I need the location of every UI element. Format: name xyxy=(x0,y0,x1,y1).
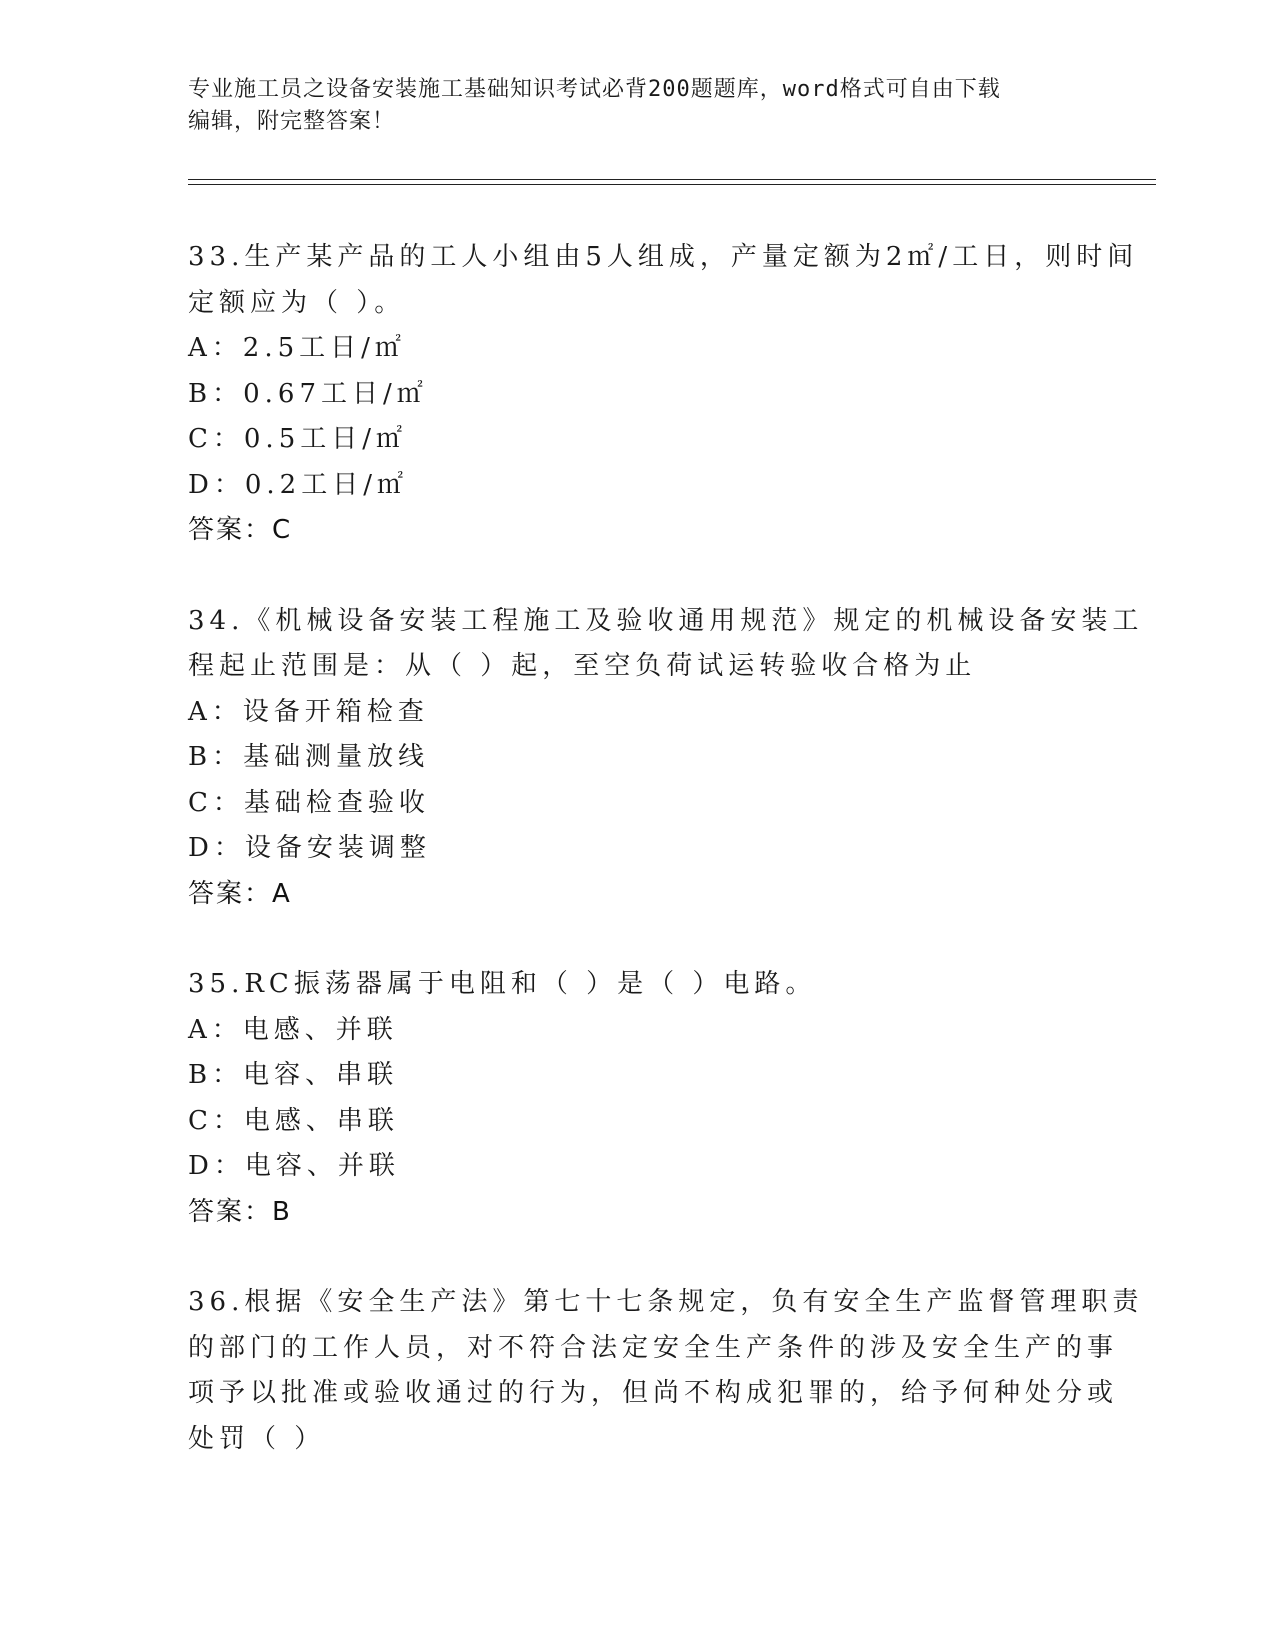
option-a: A：2.5工日/㎡ xyxy=(188,333,406,363)
question-text-line: 36.根据《安全生产法》第七十七条规定，负有安全生产监督管理职责 xyxy=(188,1287,1144,1317)
header-line-2: 编辑，附完整答案！ xyxy=(188,109,396,134)
header-divider-bottom xyxy=(188,184,1156,185)
question-text-line: 程起止范围是：从（ ）起，至空负荷试运转验收合格为止 xyxy=(188,651,977,681)
option-c: C：基础检查验收 xyxy=(188,787,430,818)
option-c: C：0.5工日/㎡ xyxy=(188,424,408,454)
option-a: A：设备开箱检查 xyxy=(188,696,429,727)
question-text-line: 定额应为（ ）。 xyxy=(188,287,406,318)
option-d: D：0.2工日/㎡ xyxy=(188,469,408,500)
answer-text: 答案：B xyxy=(188,1196,292,1227)
header-line-1: 专业施工员之设备安装施工基础知识考试必背200题题库，word格式可自由下载 xyxy=(188,77,1001,102)
question-35 xyxy=(188,962,1088,1235)
question-text-line: 的部门的工作人员，对不符合法定安全生产条件的涉及安全生产的事 xyxy=(188,1332,1119,1363)
option-b: B：0.67工日/㎡ xyxy=(188,378,428,409)
question-text-line: 34.《机械设备安装工程施工及验收通用规范》规定的机械设备安装工 xyxy=(188,605,1144,636)
question-text-line: 处罚（ ） xyxy=(188,1423,326,1454)
option-d: D：电容、并联 xyxy=(188,1151,400,1181)
question-text-line: 项予以批准或验收通过的行为，但尚不构成犯罪的，给予何种处分或 xyxy=(188,1378,1119,1408)
question-text-line: 35.RC振荡器属于电阻和（ ）是（ ）电路。 xyxy=(188,969,817,999)
option-b: B：电容、串联 xyxy=(188,1060,399,1090)
option-a: A：电感、并联 xyxy=(188,1014,398,1045)
option-d: D：设备安装调整 xyxy=(188,833,431,863)
answer-text: 答案：A xyxy=(188,878,292,909)
question-34 xyxy=(188,599,1144,918)
question-text-line: 33.生产某产品的工人小组由5人组成，产量定额为2㎡/工日，则时间 xyxy=(188,242,1139,272)
document-header xyxy=(188,74,1068,138)
question-36 xyxy=(188,1280,1144,1462)
question-list xyxy=(188,235,1144,1507)
option-b: B：基础测量放线 xyxy=(188,742,430,772)
option-c: C：电感、串联 xyxy=(188,1105,399,1136)
header-divider-top xyxy=(188,179,1156,180)
question-33 xyxy=(188,235,1139,554)
answer-text: 答案：C xyxy=(188,515,293,545)
